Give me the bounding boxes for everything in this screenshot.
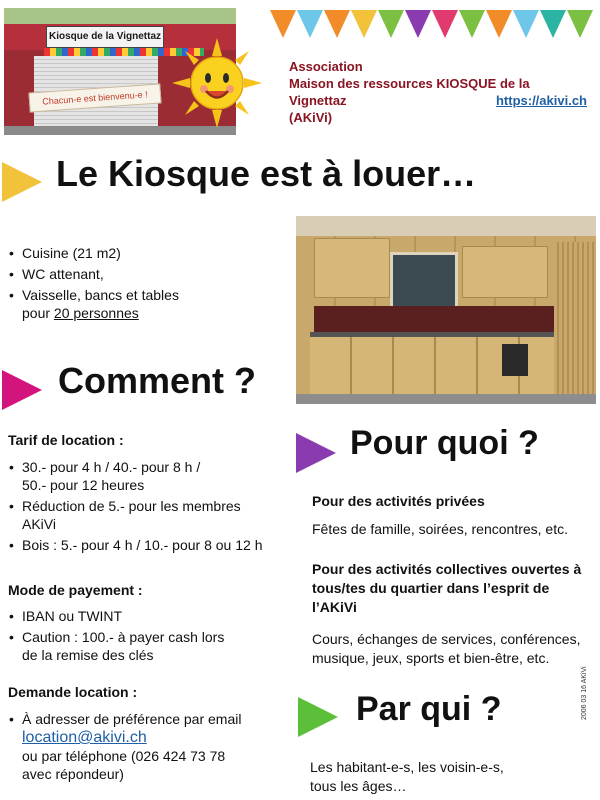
collective-text: Cours, échanges de services, conférences, musique, jeux, sports et bien-être, etc. — [312, 631, 581, 666]
magenta-arrow-icon — [2, 370, 42, 410]
association-acronym: (AKiVi) — [289, 110, 333, 125]
parqui-text: Les habitant-e-s, les voisin-e-s, tous les âges… — [310, 759, 504, 794]
website-link[interactable]: https://akivi.ch — [495, 93, 587, 108]
email-link[interactable]: location@akivi.ch — [22, 729, 147, 746]
bunting-flag — [405, 10, 431, 38]
page-title: Le Kiosque est à louer… — [56, 153, 477, 194]
feature-list — [8, 244, 288, 325]
payment-label: Mode de payement : — [8, 582, 143, 598]
feature-item: • Vaisselle, bancs et tables pour 20 personnes — [8, 286, 288, 322]
association-name: Maison des ressources KIOSQUE de la Vignettaz — [289, 76, 530, 108]
bunting-flags — [268, 8, 598, 48]
bunting-flag — [567, 10, 593, 38]
demande-item: • À adresser de préférence par email location@akivi.ch ou par téléphone (026 424 73 78 avec répondeur) — [8, 710, 298, 783]
tarif-label: Tarif de location : — [8, 432, 124, 448]
pourquoi-heading: Pour quoi ? — [350, 424, 539, 462]
payment-item: • Caution : 100.- à payer cash lors de la remise des clés — [8, 628, 298, 664]
bunting-flag — [540, 10, 566, 38]
bunting-flag — [297, 10, 323, 38]
association-line1: Association — [289, 59, 363, 74]
bunting-flag — [378, 10, 404, 38]
welcome-banner: Chacun-e est bienvenu-e ! — [28, 83, 161, 112]
bunting-flag — [432, 10, 458, 38]
bunting-flag — [513, 10, 539, 38]
bunting-flag — [459, 10, 485, 38]
association-info — [289, 58, 589, 126]
kitchen-photo — [296, 216, 596, 404]
sun-icon — [172, 38, 262, 128]
feature-item: • WC attenant, — [8, 265, 288, 283]
payment-list — [8, 607, 298, 667]
comment-heading: Comment ? — [58, 360, 256, 401]
kiosk-sign: Kiosque de la Vignettaz — [46, 26, 164, 48]
parqui-heading: Par qui ? — [356, 690, 502, 728]
tarif-item: • Bois : 5.- pour 4 h / 10.- pour 8 ou 12 h — [8, 536, 298, 554]
demande-list — [8, 710, 298, 786]
bunting-flag — [351, 10, 377, 38]
bunting-flag — [486, 10, 512, 38]
collective-heading: Pour des activités collectives ouvertes à tous/tes du quartier dans l’esprit de l’AKiVi — [312, 561, 582, 615]
tarif-list — [8, 458, 298, 557]
payment-item: • IBAN ou TWINT — [8, 607, 298, 625]
capacity-value: 20 personnes — [53, 305, 139, 321]
tarif-item: • 30.- pour 4 h / 40.- pour 8 h / 50.- pour 12 heures — [8, 458, 298, 494]
purple-arrow-icon — [296, 433, 336, 473]
yellow-arrow-icon — [2, 162, 42, 202]
green-arrow-icon — [298, 697, 338, 737]
private-text: Fêtes de famille, soirées, rencontres, etc. — [312, 521, 568, 537]
bunting-flag — [270, 10, 296, 38]
date-code: 2006 03 16 AKiVi — [581, 666, 588, 720]
bunting-flag — [324, 10, 350, 38]
tarif-item: • Réduction de 5.- pour les membres AKiVi — [8, 497, 298, 533]
feature-item: • Cuisine (21 m2) — [8, 244, 288, 262]
private-heading: Pour des activités privées — [312, 493, 485, 509]
demande-label: Demande location : — [8, 684, 138, 700]
